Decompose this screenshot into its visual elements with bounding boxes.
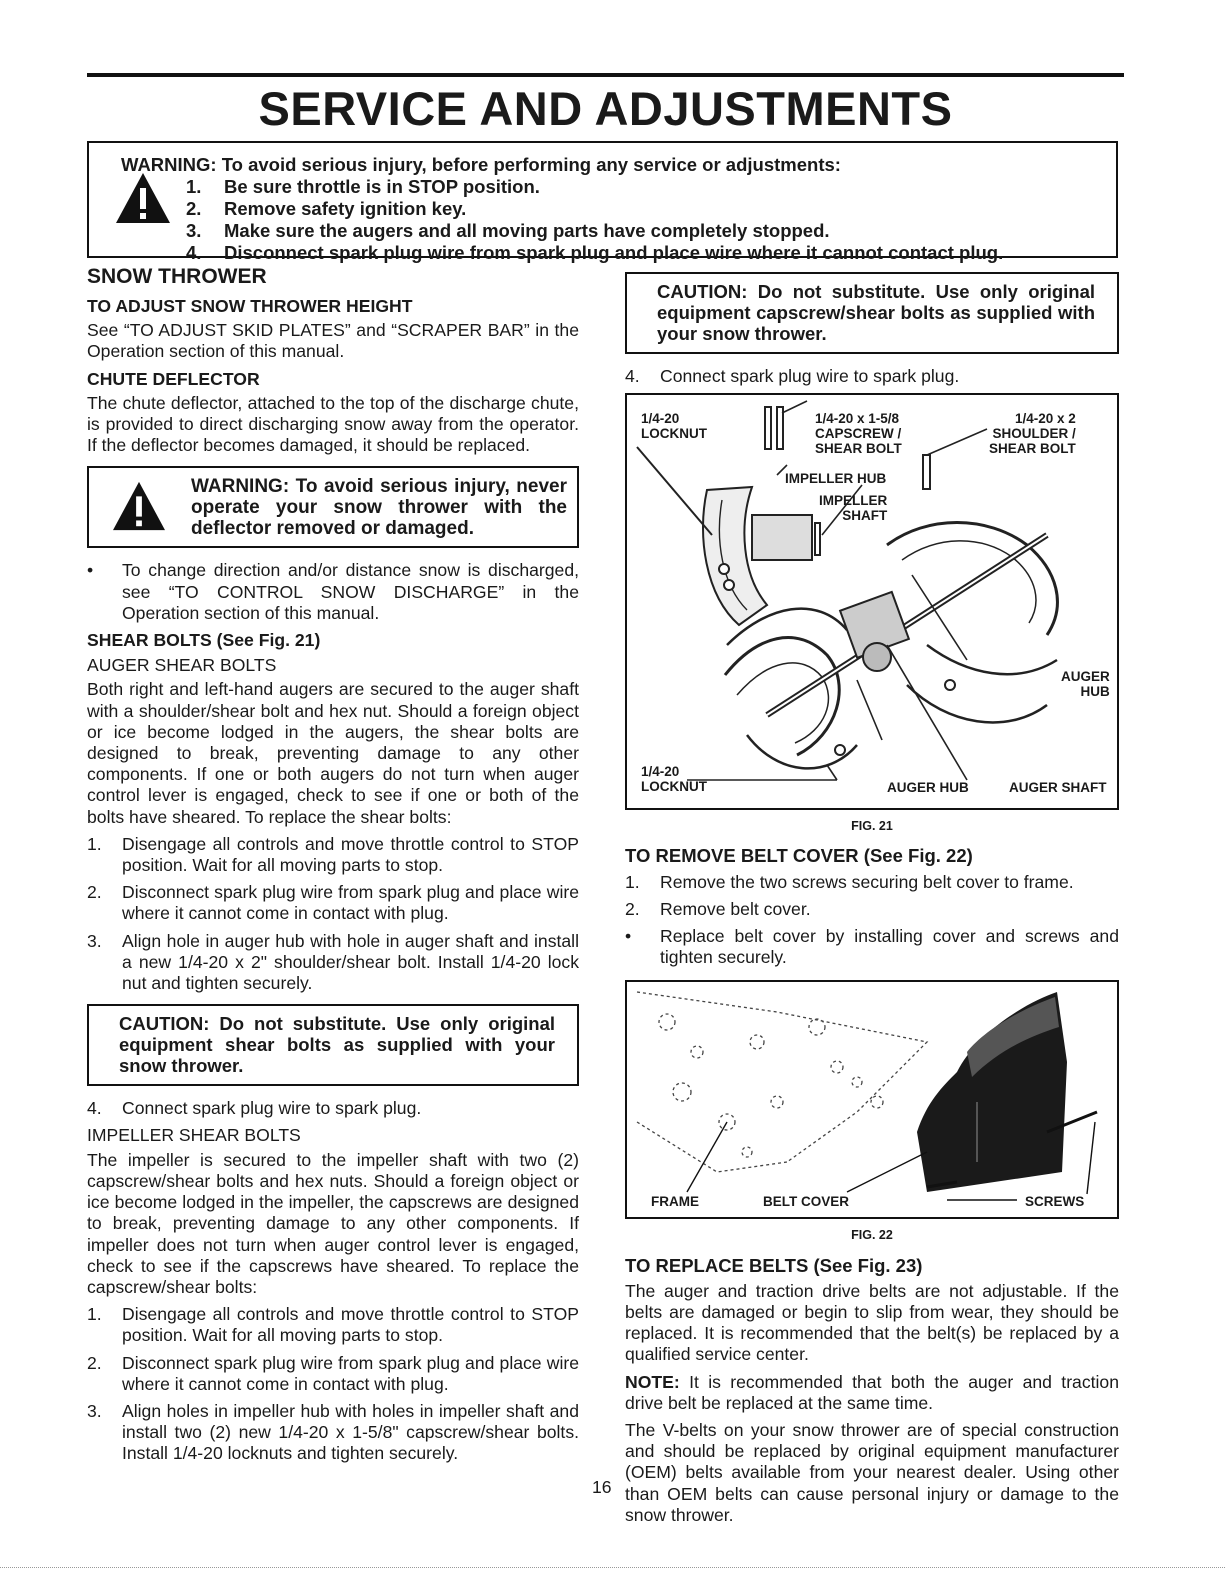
list-item: 1. Disengage all controls and move throttle control to STOP position. Wait for all moving parts to stop. [87,833,579,876]
page-title: SERVICE AND ADJUSTMENTS [258,82,953,135]
list-item: 2. Remove belt cover. [625,898,811,919]
label-impeller-hub: IMPELLER HUB [785,471,887,487]
label-auger-shaft: AUGER SHAFT [1009,780,1107,796]
list-item: 2. Remove safety ignition key. [186,198,467,219]
list-item: 1. Remove the two screws securing belt cover to frame. [625,871,1074,892]
warning-triangle-icon [114,171,172,225]
note-paragraph [625,1372,1119,1414]
list-item: 3. Make sure the augers and all moving parts have completely stopped. [186,220,830,241]
chute-text: The chute deflector, attached to the top of the discharge chute, is provided to direct discharging snow away from the operator. If the deflector becomes damaged, it should be replaced. [87,392,579,456]
figure-22-illustration [627,982,1117,1217]
subheading-auger-shear-bolts: AUGER SHEAR BOLTS [87,655,277,676]
label-screws: SCREWS [1025,1194,1085,1210]
impeller-step-4 [625,366,1119,387]
label-frame: FRAME [651,1194,699,1210]
section-heading-snow-thrower: SNOW THROWER [87,265,267,288]
list-item: 3. Align hole in auger hub with hole in auger shaft and install a new 1/4-20 x 2" shoulder/shear bolt. Install 1/4-20 lock nut and tighten securely. [87,930,579,994]
belt-cover-steps [625,872,1119,969]
list-item: • To change direction and/or distance snow is discharged, see “TO CONTROL SNOW DISCHARGE” in the Operation section of this manual. [87,560,579,623]
vbelts-text: The V-belts on your snow thrower are of special construction and should be replaced by original equipment manufacturer (OEM) belts available from your nearest dealer. Using other than OEM belts can cause personal injury or damage to the snow thrower. [625,1420,1119,1525]
label-auger-hub-bottom: AUGER HUB [887,780,969,796]
right-column [625,262,1119,1532]
list-item: 1. Be sure throttle is in STOP position. [186,176,540,197]
heading-replace-belts: TO REPLACE BELTS (See Fig. 23) [625,1254,923,1276]
left-column [87,264,579,1471]
label-capscrew: 1/4-20 x 1-5/8 CAPSCREW / SHEAR BOLT [815,411,902,457]
auger-step-4 [87,1098,579,1119]
label-auger-hub-right: AUGER HUB [1061,669,1110,700]
note-text: It is recommended that both the auger and traction drive belt be replaced at the same time. [625,1371,1119,1413]
impeller-caution-box: CAUTION: Do not substitute. Use only original equipment capscrew/shear bolts as supplied with your snow thrower. [625,272,1119,354]
label-belt-cover: BELT COVER [763,1194,850,1210]
note-label: NOTE: [625,1371,680,1392]
list-item: 3. Align holes in impeller hub with holes in impeller shaft and install two (2) new 1/4-20 x 1-5/8" capscrew/shear bolts. Install 1/4-20 locknuts and tighten securely. [87,1400,579,1464]
list-item: 2. Disconnect spark plug wire from spark plug and place wire where it cannot come in contact with plug. [87,1352,579,1394]
auger-caution-box: CAUTION: Do not substitute. Use only original equipment shear bolts as supplied with your snow thrower. [87,1004,579,1086]
top-warning-box [87,141,1118,263]
top-warning-lead: WARNING: To avoid serious injury, before performing any service or adjustments: [121,154,841,175]
list-item: 4. Connect spark plug wire to spark plug. [625,366,960,386]
figure-21 [625,393,1119,810]
auger-text: Both right and left-hand augers are secured to the auger shaft with a shoulder/shear bolt and hex nut. Should a foreign object or ice become lodged in the augers, the shear bolts are designed to break, preventing damage to any other components. If one or both augers do not turn when auger control lever is engaged, check to see if one or both of the bolts have sheared. To replace the shear bolts: [87,679,579,827]
figure-22-caption: FIG. 22 [851,1228,893,1243]
figure-21-caption: FIG. 21 [851,819,893,834]
warning-triangle-icon [111,480,167,532]
height-text: See “TO ADJUST SKID PLATES” and “SCRAPER BAR” in the Operation section of this manual. [87,320,579,362]
bottom-rule [0,1567,1225,1568]
top-warning-list [186,176,1003,264]
label-locknut-top: 1/4-20 LOCKNUT [641,411,707,442]
label-impeller-shaft: IMPELLER SHAFT [819,493,888,524]
deflector-warning-box [87,466,579,548]
label-locknut-bottom: 1/4-20 LOCKNUT [641,764,707,795]
impeller-steps [87,1304,579,1464]
label-shoulder-bolt: 1/4-20 x 2 SHOULDER / SHEAR BOLT [989,411,1076,457]
list-item: 2. Disconnect spark plug wire from spark plug and place wire where it cannot come in contact with plug. [87,882,579,924]
list-item: 4. Connect spark plug wire to spark plug. [87,1098,422,1119]
list-item: 1. Disengage all controls and move throttle control to STOP position. Wait for all moving parts to stop. [87,1304,579,1346]
figure-21-illustration [627,395,1117,808]
heading-remove-belt-cover: TO REMOVE BELT COVER (See Fig. 22) [625,845,973,867]
discharge-bullet-list [87,560,579,624]
auger-steps [87,834,579,994]
list-item: • Replace belt cover by installing cover and screws and tighten securely. [625,926,1119,968]
top-rule [87,73,1124,77]
heading-chute-deflector: CHUTE DEFLECTOR [87,368,260,389]
deflector-warning-text: WARNING: To avoid serious injury, never operate your snow thrower with the deflector removed or damaged. [191,476,567,540]
impeller-text: The impeller is secured to the impeller shaft with two (2) capscrew/shear bolts and hex nuts. Should a foreign object or ice become lodged in the impeller, the capscrews are designed to break, preventing damage to any other components. If impeller does not turn when auger control lever is engaged, check to see if the capscrews have sheared. To replace the capscrew/shear bolts: [87,1149,579,1297]
figure-22 [625,980,1119,1219]
page-number: 16 [592,1477,612,1497]
list-item: 4. Disconnect spark plug wire from spark plug and place wire where it cannot contact plug. [186,242,1004,263]
subheading-impeller-shear-bolts: IMPELLER SHEAR BOLTS [87,1125,301,1146]
belts-text: The auger and traction drive belts are not adjustable. If the belts are damaged or begin to slip from wear, they should be replaced. It is recommended that the belt(s) be replaced by a qualified service center. [625,1280,1119,1365]
heading-adjust-height: TO ADJUST SNOW THROWER HEIGHT [87,296,413,316]
heading-shear-bolts: SHEAR BOLTS (See Fig. 21) [87,630,321,651]
